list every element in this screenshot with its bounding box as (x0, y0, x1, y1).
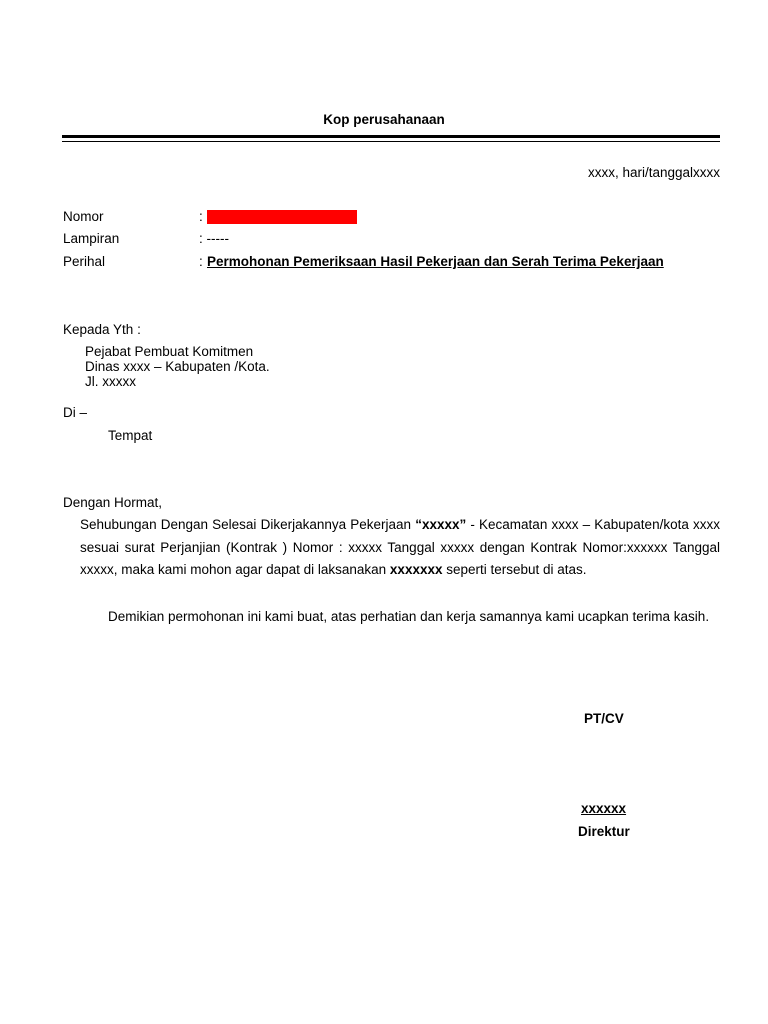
nomor-label: Nomor (63, 209, 104, 224)
letterhead-rule-thin (62, 141, 720, 142)
letterhead-rule-thick (62, 135, 720, 138)
lampiran-value: : ----- (199, 231, 229, 246)
signature-company: PT/CV (584, 711, 624, 726)
recipient-line-1: Pejabat Pembuat Komitmen (85, 344, 254, 359)
perihal-value: Permohonan Pemeriksaan Hasil Pekerjaan dan Serah Terima Pekerjaan (207, 254, 664, 269)
body-paragraph-1 (80, 514, 720, 582)
date-line: xxxx, hari/tanggalxxxx (587, 165, 720, 180)
body-paragraph-2: Demikian permohonan ini kami buat, atas perhatian dan kerja samannya kami ucapkan terima kasih. (108, 609, 710, 624)
body-p1-bold-placeholder: xxxxxxx (389, 562, 443, 577)
perihal-label: Perihal (63, 254, 106, 269)
signature-name: xxxxxx (581, 801, 627, 816)
recipient-di: Di – (63, 405, 88, 420)
lampiran-label: Lampiran (63, 231, 120, 246)
recipient-salutation: Kepada Yth : (63, 322, 141, 337)
recipient-line-3: Jl. xxxxx (85, 374, 137, 389)
perihal-separator: : (199, 254, 203, 269)
body-p1-text-a: Sehubungan Dengan Selesai Dikerjakannya Pekerjaan (80, 517, 416, 532)
nomor-separator: : (199, 209, 203, 224)
greeting: Dengan Hormat, (63, 495, 163, 510)
recipient-line-2: Dinas xxxx – Kabupaten /Kota. (85, 359, 270, 374)
body-p1-text-b: - Kecamatan xxxx – Kabupaten/kota xxxx sesuai surat Perjanjian (Kontrak ) Nomor : xxxxx Tanggal xxxxx dengan Kontrak Nomor:xxxxxx Tanggal xxxxx, maka kami mohon agar dapat di laksanakan (80, 517, 720, 577)
letterhead-title: Kop perusahanaan (323, 112, 445, 127)
signature-title: Direktur (578, 824, 630, 839)
body-p1-project-name: “xxxxx” (415, 517, 467, 532)
body-p1-text-c: seperti tersebut di atas. (442, 562, 587, 577)
nomor-redaction (207, 210, 357, 224)
recipient-tempat: Tempat (108, 428, 153, 443)
